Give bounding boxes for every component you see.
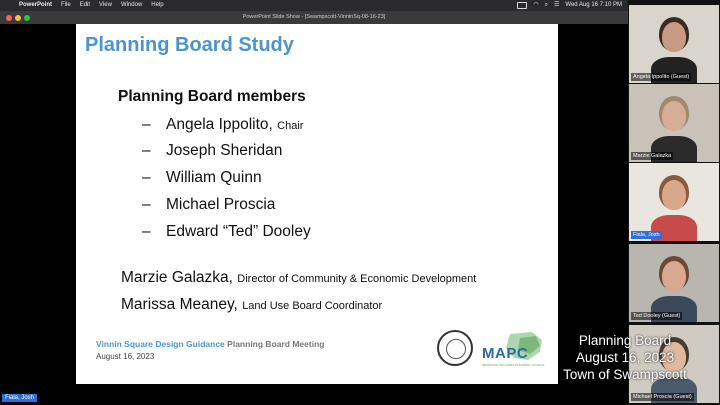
staff-title: Director of Community & Economic Development	[237, 273, 477, 285]
participant-name: Ted Dooley (Guest)	[633, 313, 681, 319]
search-icon[interactable]: ⌕	[544, 2, 549, 8]
members-heading: Planning Board members	[118, 88, 306, 105]
zoom-window-icon[interactable]	[24, 15, 30, 21]
staff-name: Marzie Galazka,	[121, 269, 233, 286]
member-name: Angela Ippolito,	[166, 116, 273, 133]
participant-tile[interactable]	[629, 84, 719, 162]
menu-edit[interactable]: Edit	[79, 2, 91, 8]
participant-face	[662, 22, 686, 52]
member-item: – William Quinn	[142, 169, 262, 186]
staff-name: Marissa Meaney,	[121, 296, 238, 313]
staff-item	[121, 269, 476, 287]
mapc-logo-subtext: METROPOLITAN AREA PLANNING COUNCIL	[482, 363, 545, 367]
participant-face	[662, 261, 686, 291]
footer-project: Vinnin Square Design Guidance	[96, 339, 225, 349]
window-title-bar	[0, 11, 628, 24]
self-view-label: Fiala, Josh	[2, 394, 37, 402]
meeting-caption	[560, 332, 690, 383]
slide	[76, 24, 558, 384]
member-name: Edward “Ted” Dooley	[166, 223, 311, 240]
close-window-icon[interactable]	[6, 15, 12, 21]
mapc-logo-text: MAPC	[482, 345, 529, 362]
staff-item	[121, 296, 382, 314]
member-name: Joseph Sheridan	[166, 142, 283, 159]
window-title: PowerPoint Slide Show - [Swampscott-VinninSq-08-16-23]	[242, 14, 386, 20]
caption-line: Town of Swampscott	[563, 367, 687, 382]
minimize-window-icon[interactable]	[15, 15, 21, 21]
participant-name: Michael Proscia (Guest)	[633, 394, 692, 400]
town-seal-logo	[437, 330, 473, 366]
status-area	[517, 0, 622, 11]
participant-name: Fiala, Josh	[633, 232, 660, 238]
app-menus	[19, 0, 164, 11]
caption-line: August 16, 2023	[575, 350, 675, 365]
member-name: Michael Proscia	[166, 196, 276, 213]
participant-name: Angela Ippolito (Guest)	[633, 74, 690, 80]
menu-view[interactable]: View	[99, 2, 112, 8]
menu-bar	[0, 0, 628, 11]
slide-footer	[96, 339, 324, 349]
menu-app-name[interactable]: PowerPoint	[19, 2, 53, 8]
participant-tile[interactable]	[629, 244, 719, 322]
menu-help[interactable]: Help	[151, 2, 164, 8]
participant-tile[interactable]	[629, 163, 719, 241]
footer-date: August 16, 2023	[96, 352, 155, 361]
menu-file[interactable]: File	[61, 2, 71, 8]
clock[interactable]: Wed Aug 16 7:10 PM	[565, 2, 622, 8]
footer-meeting: Planning Board Meeting	[227, 339, 325, 349]
member-item: – Joseph Sheridan	[142, 142, 283, 159]
participant-face	[662, 180, 686, 210]
menu-window[interactable]: Window	[120, 2, 143, 8]
battery-icon[interactable]	[517, 2, 527, 9]
control-center-icon[interactable]: ☰	[554, 2, 560, 8]
member-item: – Michael Proscia	[142, 196, 276, 213]
slideshow-stage	[0, 24, 628, 405]
member-item: – Angela Ippolito, Chair	[142, 116, 304, 133]
staff-title: Land Use Board Coordinator	[242, 300, 383, 312]
wifi-icon[interactable]: ◠	[533, 2, 539, 8]
member-item: – Edward “Ted” Dooley	[142, 223, 311, 240]
participant-face	[662, 101, 686, 131]
member-role: Chair	[277, 120, 304, 132]
participant-tile[interactable]	[629, 5, 719, 83]
caption-line: Planning Board	[578, 333, 672, 348]
member-name: William Quinn	[166, 169, 262, 186]
slide-title: Planning Board Study	[85, 34, 294, 56]
participant-name: Marzie Galazka	[633, 153, 672, 159]
